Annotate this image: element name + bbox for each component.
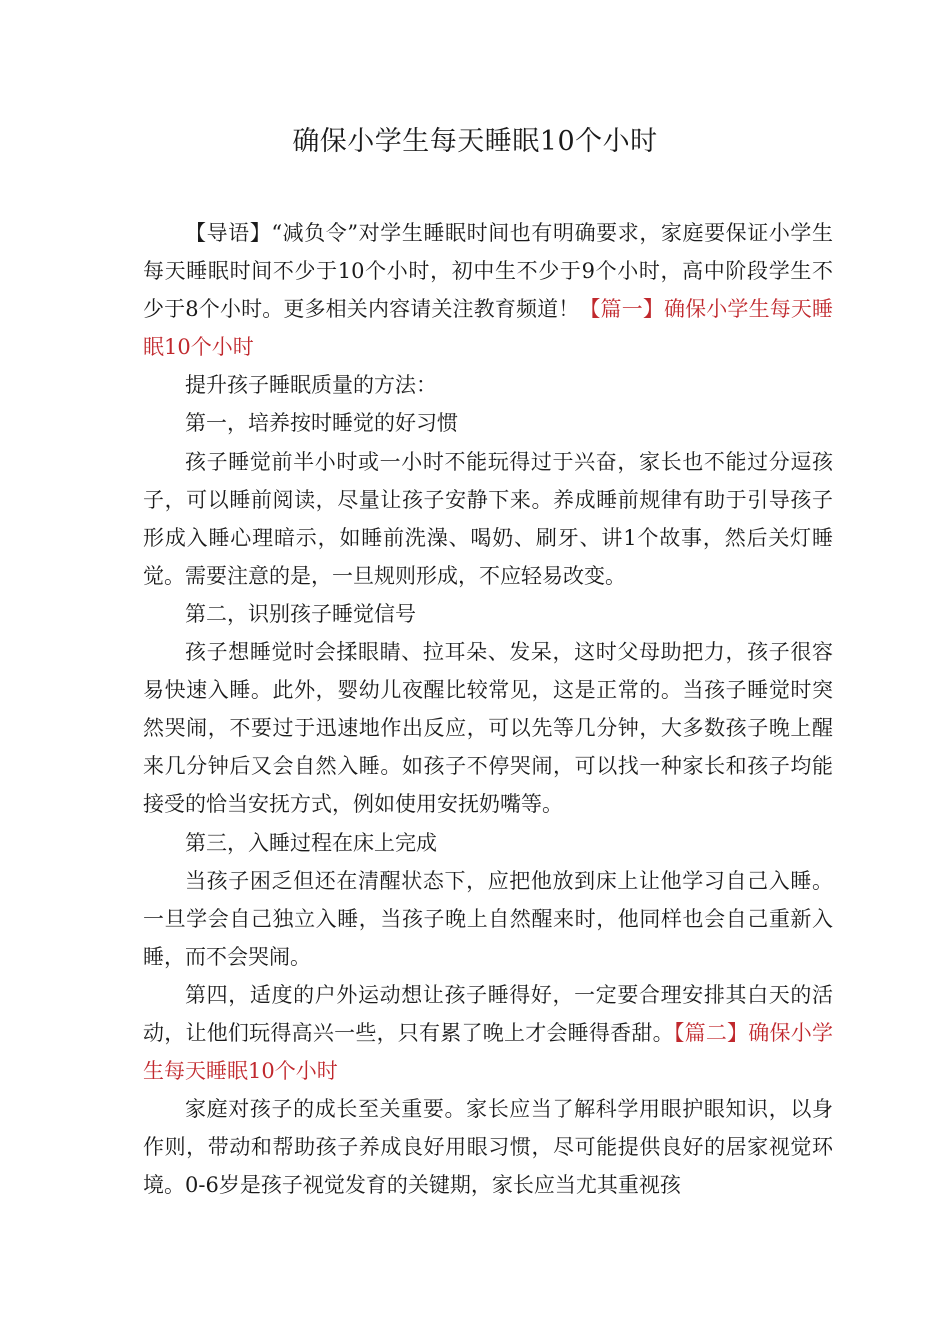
paragraph — [143, 862, 833, 976]
document-title: 确保小学生每天睡眠10个小时 — [292, 126, 658, 157]
paragraph-text: 当孩子困乏但还在清醒状态下，应把他放到床上让他学习自己入睡。一旦学会自己独立入睡，当孩子晚上自然醒来时，他同样也会自己重新入睡，而不会哭闹。 — [143, 868, 833, 969]
paragraph-text: 【导语】“减负令”对学生睡眠时间也有明确要求，家庭要保证小学生每天睡眠时间不少于10个小时，初中生不少于9个小时，高中阶段学生不少于8个小时。更多相关内容请关注教育频道！ — [143, 221, 833, 322]
section-heading-2: 【篇二】确保小学生每天睡眠10个小时 — [143, 1020, 833, 1084]
paragraph-text: 家庭对孩子的成长至关重要。家长应当了解科学用眼护眼知识，以身作则，带动和帮助孩子养成良好用眼习惯，尽可能提供良好的居家视觉环境。0-6岁是孩子视觉发育的关键期，家长应当尤其重视孩 — [143, 1097, 833, 1198]
document-body — [143, 214, 833, 1204]
paragraph — [143, 1090, 833, 1204]
paragraph — [143, 366, 833, 404]
paragraph — [143, 404, 833, 442]
paragraph — [143, 824, 833, 862]
paragraph — [143, 976, 833, 1090]
paragraph-text: 第一，培养按时睡觉的好习惯 — [185, 411, 458, 436]
paragraph-text: 提升孩子睡眠质量的方法： — [185, 373, 437, 398]
section-heading-1: 【篇一】确保小学生每天睡眠10个小时 — [143, 297, 834, 360]
paragraph — [143, 443, 833, 595]
paragraph — [143, 214, 833, 366]
paragraph-text: 第四，适度的户外运动想让孩子睡得好，一定要合理安排其白天的活动，让他们玩得高兴一些，只有累了晚上才会睡得香甜。 — [143, 982, 833, 1045]
paragraph-text: 孩子想睡觉时会揉眼睛、拉耳朵、发呆，这时父母助把力，孩子很容易快速入睡。此外，婴幼儿夜醒比较常见，这是正常的。当孩子睡觉时突然哭闹，不要过于迅速地作出反应，可以先等几分钟，大多数孩子晚上醒来几分钟后又会自然入睡。如孩子不停哭闹，可以找一种家长和孩子均能接受的恰当安抚方式，例如使用安抚奶嘴等。 — [143, 640, 833, 817]
paragraph-text: 第二，识别孩子睡觉信号 — [185, 601, 416, 626]
paragraph-text: 第三，入睡过程在床上完成 — [185, 830, 437, 855]
paragraph — [143, 595, 833, 633]
paragraph — [143, 633, 833, 823]
paragraph-text: 孩子睡觉前半小时或一小时不能玩得过于兴奋，家长也不能过分逗孩子，可以睡前阅读，尽量让孩子安静下来。养成睡前规律有助于引导孩子形成入睡心理暗示，如睡前洗澡、喝奶、刷牙、讲1个故事，然后关灯睡觉。需要注意的是，一旦规则形成，不应轻易改变。 — [143, 449, 833, 588]
